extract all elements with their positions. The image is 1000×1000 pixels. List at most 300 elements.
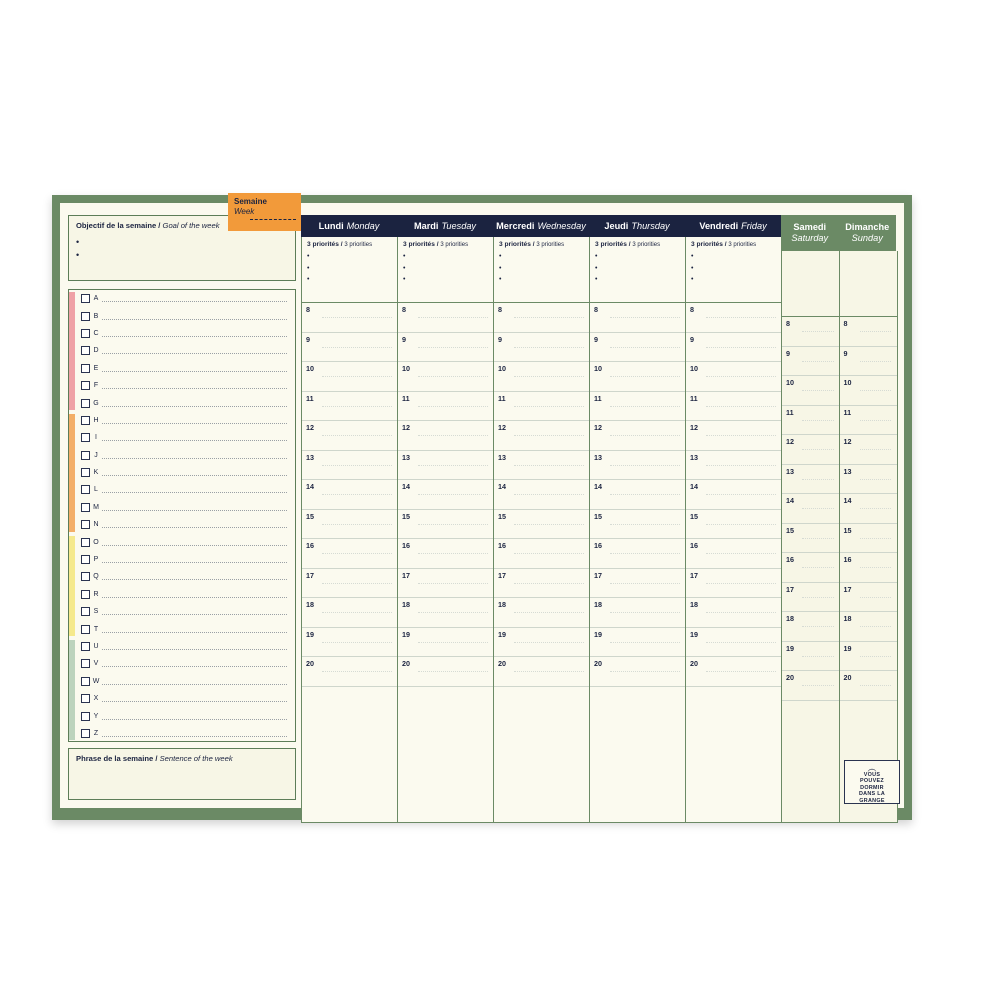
hour-label: 15 (594, 511, 602, 521)
hour-slot-20[interactable] (398, 657, 494, 687)
planner-sheet (60, 197, 904, 808)
priorities-label: 3 priorités / 3 priorities (595, 241, 661, 248)
hour-label: 17 (843, 584, 852, 594)
hour-label: 13 (843, 466, 852, 476)
checkbox-icon[interactable] (81, 538, 90, 547)
alphabet-row[interactable] (69, 360, 295, 377)
hour-slot-10[interactable] (590, 362, 686, 392)
alphabet-letter: H (93, 416, 99, 424)
hour-slot-15[interactable] (398, 510, 494, 540)
alphabet-row[interactable] (69, 707, 295, 724)
hour-slot-15[interactable] (840, 524, 898, 554)
hour-slot-13[interactable] (686, 451, 782, 481)
week-badge-label-fr: Semaine (234, 197, 267, 206)
hour-slot-20[interactable] (590, 657, 686, 687)
alphabet-row[interactable] (69, 342, 295, 359)
alphabet-row[interactable] (69, 377, 295, 394)
write-line[interactable] (102, 606, 287, 615)
priorities-block[interactable] (686, 237, 782, 303)
write-line[interactable] (102, 380, 287, 389)
write-line[interactable] (102, 415, 287, 424)
day-name-fr: Mardi (413, 221, 439, 231)
hour-label: 17 (690, 570, 698, 580)
priorities-label: 3 priorités / 3 priorities (403, 241, 469, 248)
hour-label: 9 (690, 334, 694, 344)
day-column-thursday[interactable] (589, 237, 687, 823)
checkbox-icon[interactable] (81, 364, 90, 373)
hour-slot-10[interactable] (840, 376, 898, 406)
hour-label: 12 (306, 423, 314, 432)
hour-slot-13[interactable] (782, 465, 840, 495)
hour-slot-9[interactable] (590, 333, 686, 363)
write-line[interactable] (102, 658, 287, 667)
alphabet-row[interactable] (69, 673, 295, 690)
write-line[interactable] (102, 624, 287, 633)
alphabet-row[interactable] (69, 516, 295, 533)
write-line[interactable] (102, 676, 287, 685)
write-line[interactable] (102, 484, 287, 493)
hour-slot-14[interactable] (840, 494, 898, 524)
priority-bullet[interactable]: • (691, 276, 694, 283)
write-line[interactable] (102, 589, 287, 598)
day-column-tuesday[interactable] (397, 237, 495, 823)
checkbox-icon[interactable] (81, 572, 90, 581)
hour-label: 18 (786, 614, 794, 623)
hour-slot-11[interactable] (686, 392, 782, 422)
alphabet-row[interactable] (69, 725, 295, 742)
priority-bullet[interactable]: • (403, 276, 406, 283)
hour-slot-17[interactable] (782, 583, 840, 613)
write-line[interactable] (102, 728, 287, 737)
alphabet-row[interactable] (69, 290, 295, 307)
hour-slot-9[interactable] (686, 333, 782, 363)
priority-bullet[interactable]: • (499, 253, 502, 260)
hour-slot-12[interactable] (840, 435, 898, 465)
hour-slot-16[interactable] (782, 553, 840, 583)
alphabet-row[interactable] (69, 620, 295, 637)
day-name-fr: Lundi (318, 221, 344, 231)
hour-slot-19[interactable] (686, 628, 782, 658)
hour-slot-9[interactable] (782, 347, 840, 377)
alphabet-letter: C (93, 329, 99, 337)
hour-slot-12[interactable] (302, 421, 398, 451)
checkbox-icon[interactable] (81, 642, 90, 651)
hour-slot-10[interactable] (686, 362, 782, 392)
hour-label: 11 (498, 393, 506, 403)
hour-slot-9[interactable] (302, 333, 398, 363)
hour-label: 11 (594, 393, 602, 403)
day-name-fr: Samedi (793, 222, 827, 232)
checkbox-icon[interactable] (81, 451, 90, 460)
planner-pad (52, 195, 912, 820)
checkbox-icon[interactable] (81, 625, 90, 634)
day-column-friday[interactable] (685, 237, 783, 823)
checkbox-icon[interactable] (81, 729, 90, 738)
alphabet-row[interactable] (69, 655, 295, 672)
hour-slot-10[interactable] (494, 362, 590, 392)
hour-slot-11[interactable] (590, 392, 686, 422)
hour-label: 11 (306, 393, 314, 403)
day-header-thursday (589, 215, 686, 237)
hour-slot-11[interactable] (302, 392, 398, 422)
day-name-en: Wednesday (537, 221, 586, 231)
hour-slot-17[interactable] (494, 569, 590, 599)
alphabet-row[interactable] (69, 429, 295, 446)
hour-slot-13[interactable] (840, 465, 898, 495)
hour-slot-13[interactable] (302, 451, 398, 481)
alphabet-contact-list[interactable] (68, 289, 296, 742)
hour-slot-12[interactable] (782, 435, 840, 465)
hour-slot-14[interactable] (494, 480, 590, 510)
hour-slot-13[interactable] (398, 451, 494, 481)
hour-label: 12 (594, 423, 602, 432)
day-column-monday[interactable] (301, 237, 399, 823)
priorities-block[interactable] (494, 237, 590, 303)
hour-label: 13 (786, 466, 794, 476)
alphabet-letter: W (92, 677, 100, 685)
hour-label: 14 (306, 482, 314, 491)
hour-slot-20[interactable] (302, 657, 398, 687)
alphabet-row[interactable] (69, 690, 295, 707)
priority-bullet[interactable]: • (691, 253, 694, 260)
alphabet-group-tab (69, 640, 75, 740)
checkbox-icon[interactable] (81, 329, 90, 338)
write-line[interactable] (102, 345, 287, 354)
hour-slot-16[interactable] (494, 539, 590, 569)
checkbox-icon[interactable] (81, 712, 90, 721)
hour-slot-11[interactable] (782, 406, 840, 436)
notes-area[interactable] (590, 687, 686, 747)
checkbox-icon[interactable] (81, 520, 90, 529)
hour-label: 18 (690, 600, 698, 609)
priority-bullet[interactable]: • (595, 253, 598, 260)
hour-slot-11[interactable] (840, 406, 898, 436)
priority-bullet[interactable]: • (595, 264, 598, 272)
write-line[interactable] (102, 398, 287, 407)
hour-slot-15[interactable] (494, 510, 590, 540)
alphabet-letter: X (93, 695, 99, 703)
hour-slot-8[interactable] (494, 303, 590, 333)
write-line[interactable] (102, 537, 287, 546)
hour-label: 20 (306, 659, 314, 668)
day-header-tuesday (397, 215, 494, 237)
hour-slot-19[interactable] (398, 628, 494, 658)
alphabet-row[interactable] (69, 394, 295, 411)
hour-slot-17[interactable] (840, 583, 898, 613)
write-line[interactable] (102, 467, 287, 476)
day-column-sunday[interactable] (839, 251, 899, 823)
stamp-line: POUVEZ (860, 778, 884, 785)
checkbox-icon[interactable] (81, 659, 90, 668)
hour-slot-18[interactable] (686, 598, 782, 628)
alphabet-letter: K (93, 469, 99, 477)
hour-label: 16 (786, 555, 794, 564)
alphabet-letter: Y (93, 712, 99, 720)
write-line[interactable] (102, 432, 287, 441)
day-header-monday (301, 215, 398, 237)
hour-slot-14[interactable] (398, 480, 494, 510)
stamp-line: GRANGE (859, 797, 885, 804)
write-line[interactable] (102, 502, 287, 511)
hour-label: 14 (843, 496, 852, 505)
hour-slot-11[interactable] (494, 392, 590, 422)
hour-slot-18[interactable] (782, 612, 840, 642)
hour-slot-15[interactable] (590, 510, 686, 540)
hour-label: 17 (402, 570, 410, 580)
alphabet-row[interactable] (69, 307, 295, 324)
alphabet-row[interactable] (69, 603, 295, 620)
day-name-fr: Jeudi (604, 221, 629, 231)
hour-label: 16 (498, 541, 506, 550)
hour-label: 11 (786, 407, 794, 417)
hour-label: 8 (498, 305, 502, 314)
hour-slot-18[interactable] (840, 612, 898, 642)
hour-slot-13[interactable] (494, 451, 590, 481)
alphabet-row[interactable] (69, 551, 295, 568)
priority-bullet[interactable]: • (499, 264, 502, 272)
hour-slot-20[interactable] (782, 671, 840, 701)
hour-slot-10[interactable] (302, 362, 398, 392)
priorities-label: 3 priorités / 3 priorities (499, 241, 565, 248)
hour-slot-8[interactable] (590, 303, 686, 333)
hour-slot-14[interactable] (686, 480, 782, 510)
priorities-block[interactable] (590, 237, 686, 303)
alphabet-group-tab (69, 536, 75, 636)
hour-slot-18[interactable] (590, 598, 686, 628)
alphabet-letter: E (93, 364, 99, 372)
hour-slot-20[interactable] (840, 671, 898, 701)
hour-label: 16 (690, 541, 698, 550)
checkbox-icon[interactable] (81, 381, 90, 390)
hour-label: 10 (843, 378, 852, 387)
hour-slot-9[interactable] (840, 347, 898, 377)
hour-slot-14[interactable] (590, 480, 686, 510)
priority-bullet[interactable]: • (595, 276, 598, 283)
hour-label: 20 (594, 659, 602, 668)
alphabet-letter: N (93, 521, 99, 529)
write-line[interactable] (102, 554, 287, 563)
day-column-wednesday[interactable] (493, 237, 591, 823)
write-line[interactable] (102, 311, 287, 320)
hour-slot-9[interactable] (398, 333, 494, 363)
hour-slot-18[interactable] (398, 598, 494, 628)
hour-label: 14 (498, 482, 506, 491)
hour-label: 20 (402, 659, 410, 668)
goal-bullet: • (76, 237, 80, 247)
alphabet-row[interactable] (69, 499, 295, 516)
week-number-badge[interactable] (228, 193, 301, 231)
hour-label: 8 (402, 305, 406, 314)
goal-of-week-title: Objectif de la semaine / Goal of the week (76, 221, 220, 230)
notes-area[interactable] (686, 687, 782, 747)
write-line[interactable] (102, 450, 287, 459)
hour-label: 17 (306, 570, 314, 580)
hour-slot-16[interactable] (686, 539, 782, 569)
hour-slot-8[interactable] (782, 317, 840, 347)
alphabet-row[interactable] (69, 325, 295, 342)
alphabet-group-tab (69, 414, 75, 532)
hour-label: 10 (306, 364, 314, 373)
write-line[interactable] (102, 519, 287, 528)
arc-icon: ︵ (867, 763, 877, 773)
checkbox-icon[interactable] (81, 485, 90, 494)
hour-label: 16 (843, 555, 852, 564)
hour-slot-11[interactable] (398, 392, 494, 422)
day-name-fr: Vendredi (699, 221, 739, 231)
alphabet-letter: Q (93, 573, 99, 581)
hour-slot-15[interactable] (782, 524, 840, 554)
hour-slot-10[interactable] (398, 362, 494, 392)
hour-slot-16[interactable] (302, 539, 398, 569)
hour-slot-12[interactable] (590, 421, 686, 451)
checkbox-icon[interactable] (81, 468, 90, 477)
hour-label: 14 (594, 482, 602, 491)
priorities-block[interactable] (302, 237, 398, 303)
hour-slot-12[interactable] (398, 421, 494, 451)
checkbox-icon[interactable] (81, 312, 90, 321)
hour-label: 13 (690, 452, 698, 462)
hour-slot-17[interactable] (590, 569, 686, 599)
hour-slot-12[interactable] (686, 421, 782, 451)
alphabet-row[interactable] (69, 568, 295, 585)
alphabet-letter: J (94, 451, 98, 459)
day-header-wednesday (493, 215, 590, 237)
checkbox-icon[interactable] (81, 607, 90, 616)
alphabet-row[interactable] (69, 481, 295, 498)
hour-slot-20[interactable] (494, 657, 590, 687)
notes-area[interactable] (302, 687, 398, 747)
alphabet-row[interactable] (69, 447, 295, 464)
hour-slot-15[interactable] (302, 510, 398, 540)
day-header-friday (685, 215, 782, 237)
alphabet-row[interactable] (69, 412, 295, 429)
hour-label: 18 (843, 614, 852, 623)
hour-label: 20 (843, 673, 852, 682)
hour-label: 9 (594, 334, 598, 344)
hour-slot-8[interactable] (302, 303, 398, 333)
priority-bullet[interactable]: • (307, 253, 310, 260)
hour-slot-8[interactable] (840, 317, 898, 347)
priority-bullet[interactable]: • (691, 264, 694, 272)
hour-label: 15 (402, 511, 410, 521)
hour-slot-10[interactable] (782, 376, 840, 406)
hour-slot-15[interactable] (686, 510, 782, 540)
day-column-saturday[interactable] (781, 251, 841, 823)
sentence-of-week-box[interactable] (68, 748, 296, 800)
hour-slot-19[interactable] (494, 628, 590, 658)
checkbox-icon[interactable] (81, 433, 90, 442)
stamp-line: DANS LA (858, 791, 886, 798)
write-line[interactable] (102, 363, 287, 372)
priority-bullet[interactable]: • (403, 264, 406, 272)
hour-slot-12[interactable] (494, 421, 590, 451)
checkbox-icon[interactable] (81, 294, 90, 303)
hour-slot-17[interactable] (686, 569, 782, 599)
hour-slot-16[interactable] (398, 539, 494, 569)
alphabet-row[interactable] (69, 638, 295, 655)
write-line[interactable] (102, 571, 287, 580)
notes-area[interactable] (398, 687, 494, 747)
write-line[interactable] (102, 293, 287, 302)
hour-slot-18[interactable] (494, 598, 590, 628)
checkbox-icon[interactable] (81, 503, 90, 512)
hour-slot-14[interactable] (782, 494, 840, 524)
notes-area[interactable] (840, 701, 898, 761)
write-line[interactable] (102, 693, 287, 702)
alphabet-letter: O (93, 538, 99, 546)
notes-area[interactable] (494, 687, 590, 747)
hour-slot-9[interactable] (494, 333, 590, 363)
hour-label: 10 (498, 364, 506, 373)
write-line[interactable] (102, 641, 287, 650)
hour-slot-14[interactable] (302, 480, 398, 510)
hour-label: 9 (498, 334, 502, 344)
alphabet-row[interactable] (69, 533, 295, 550)
hour-slot-20[interactable] (686, 657, 782, 687)
checkbox-icon[interactable] (81, 677, 90, 686)
hour-slot-19[interactable] (302, 628, 398, 658)
day-header-saturday (781, 215, 840, 251)
hour-slot-19[interactable] (590, 628, 686, 658)
checkbox-icon[interactable] (81, 399, 90, 408)
priority-bullet[interactable]: • (307, 264, 310, 272)
checkbox-icon[interactable] (81, 346, 90, 355)
alphabet-row[interactable] (69, 586, 295, 603)
priority-bullet[interactable]: • (499, 276, 502, 283)
hour-slot-8[interactable] (398, 303, 494, 333)
alphabet-letter: T (93, 625, 99, 633)
hour-label: 11 (690, 393, 698, 403)
checkbox-icon[interactable] (81, 416, 90, 425)
day-name-en: Tuesday (441, 221, 477, 231)
alphabet-row[interactable] (69, 464, 295, 481)
hour-slot-8[interactable] (686, 303, 782, 333)
hour-label: 17 (498, 570, 506, 580)
hour-label: 18 (594, 600, 602, 609)
hour-label: 13 (594, 452, 602, 462)
week-number-write-line[interactable] (250, 219, 296, 220)
hour-label: 12 (402, 423, 410, 432)
write-line[interactable] (102, 328, 287, 337)
priority-bullet[interactable]: • (403, 253, 406, 260)
alphabet-letter: U (93, 643, 99, 650)
hour-slot-17[interactable] (302, 569, 398, 599)
checkbox-icon[interactable] (81, 694, 90, 703)
hour-slot-17[interactable] (398, 569, 494, 599)
alphabet-letter: D (93, 347, 99, 355)
hour-slot-18[interactable] (302, 598, 398, 628)
hour-label: 19 (402, 629, 410, 639)
write-line[interactable] (102, 711, 287, 720)
hour-label: 14 (402, 482, 410, 491)
priority-bullet[interactable]: • (307, 276, 310, 283)
notes-area[interactable] (782, 701, 840, 761)
hour-slot-19[interactable] (840, 642, 898, 672)
hour-slot-19[interactable] (782, 642, 840, 672)
hour-slot-16[interactable] (840, 553, 898, 583)
hour-label: 18 (402, 600, 410, 609)
checkbox-icon[interactable] (81, 555, 90, 564)
hour-label: 8 (786, 319, 790, 328)
hour-label: 11 (843, 407, 852, 417)
hour-label: 9 (843, 348, 848, 358)
priorities-block[interactable] (398, 237, 494, 303)
checkbox-icon[interactable] (81, 590, 90, 599)
hour-slot-16[interactable] (590, 539, 686, 569)
alphabet-letter: V (93, 660, 99, 668)
hour-slot-13[interactable] (590, 451, 686, 481)
hour-label: 18 (306, 600, 314, 609)
